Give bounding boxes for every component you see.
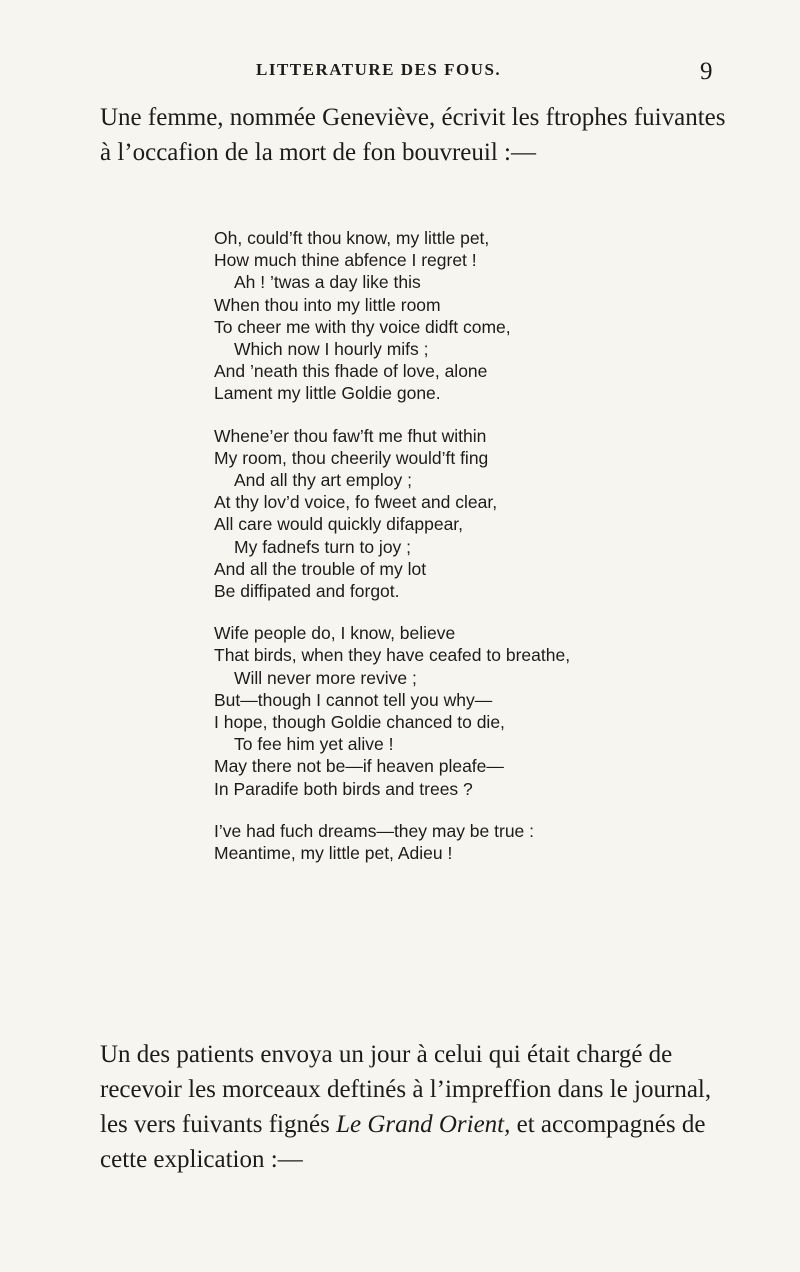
poem [214, 227, 734, 884]
poem-line: I hope, though Goldie chanced to die, [214, 712, 505, 733]
poem-line: At thy lov’d voice, fo fweet and clear, [214, 492, 498, 513]
poem-line: But—though I cannot tell you why— [214, 689, 493, 710]
poem-line: Which now I hourly mifs ; [234, 339, 429, 360]
intro-text: Une femme, nommée Geneviève, écrivit les ftrophes fuivantes à l’occafion de la mort de fon bouvreuil :— [100, 104, 726, 166]
poem-line: Wife people do, I know, believe [214, 623, 456, 644]
poem-stanza [214, 820, 734, 864]
poem-line: And all the trouble of my lot [214, 558, 427, 579]
poem-line: To fee him yet alive ! [234, 734, 394, 755]
poem-line: In Paradife both birds and trees ? [214, 778, 473, 799]
poem-line: Oh, could’ft thou know, my little pet, [214, 228, 490, 248]
poem-line: When thou into my little room [214, 294, 441, 315]
outro-text [100, 1037, 740, 1177]
intro-paragraph [100, 100, 740, 170]
poem-line: How much thine abfence I regret ! [214, 250, 477, 271]
poem-line: Meantime, my little pet, Adieu ! [214, 843, 453, 864]
poem-stanza [214, 425, 734, 603]
poem-line: And ’neath this fhade of love, alone [214, 361, 488, 382]
poem-line: I’ve had fuch dreams—they may be true : [214, 820, 535, 841]
outro-paragraph [100, 1037, 740, 1177]
poem-line: Whene’er thou faw’ft me fhut within [214, 425, 487, 446]
outro-signature-italic: Le Grand Orient, [336, 1111, 511, 1138]
running-title: LITTERATURE DES FOUS. [256, 60, 502, 79]
poem-line: To cheer me with thy voice didft come, [214, 316, 511, 337]
poem-line: My room, thou cheerily would’ft fing [214, 447, 489, 468]
outro-text-start: Un des patients envoya un jour à celui qui était chargé de recevoir les morceaux deftinés à l’impreffion dans le journal, les vers fuivants fignés [100, 1041, 712, 1138]
running-head [0, 60, 800, 84]
poem-line: And all thy art employ ; [234, 470, 412, 491]
poem-line: My fadnefs turn to joy ; [234, 536, 412, 557]
poem-line: May there not be—if heaven pleafe— [214, 756, 504, 777]
poem-line: That birds, when they have ceafed to breathe, [214, 645, 571, 666]
page-number: 9 [700, 58, 713, 85]
poem-line: All care would quickly difappear, [214, 514, 464, 535]
poem-line: Will never more revive ; [234, 667, 417, 688]
poem-line: Be diffipated and forgot. [214, 581, 400, 602]
poem-stanza [214, 622, 734, 800]
poem-line: Ah ! ’twas a day like this [234, 272, 421, 293]
poem-stanza [214, 227, 734, 405]
poem-line: Lament my little Goldie gone. [214, 383, 441, 404]
outro-text-end: et accompagnés de cette explication :— [100, 1111, 706, 1173]
